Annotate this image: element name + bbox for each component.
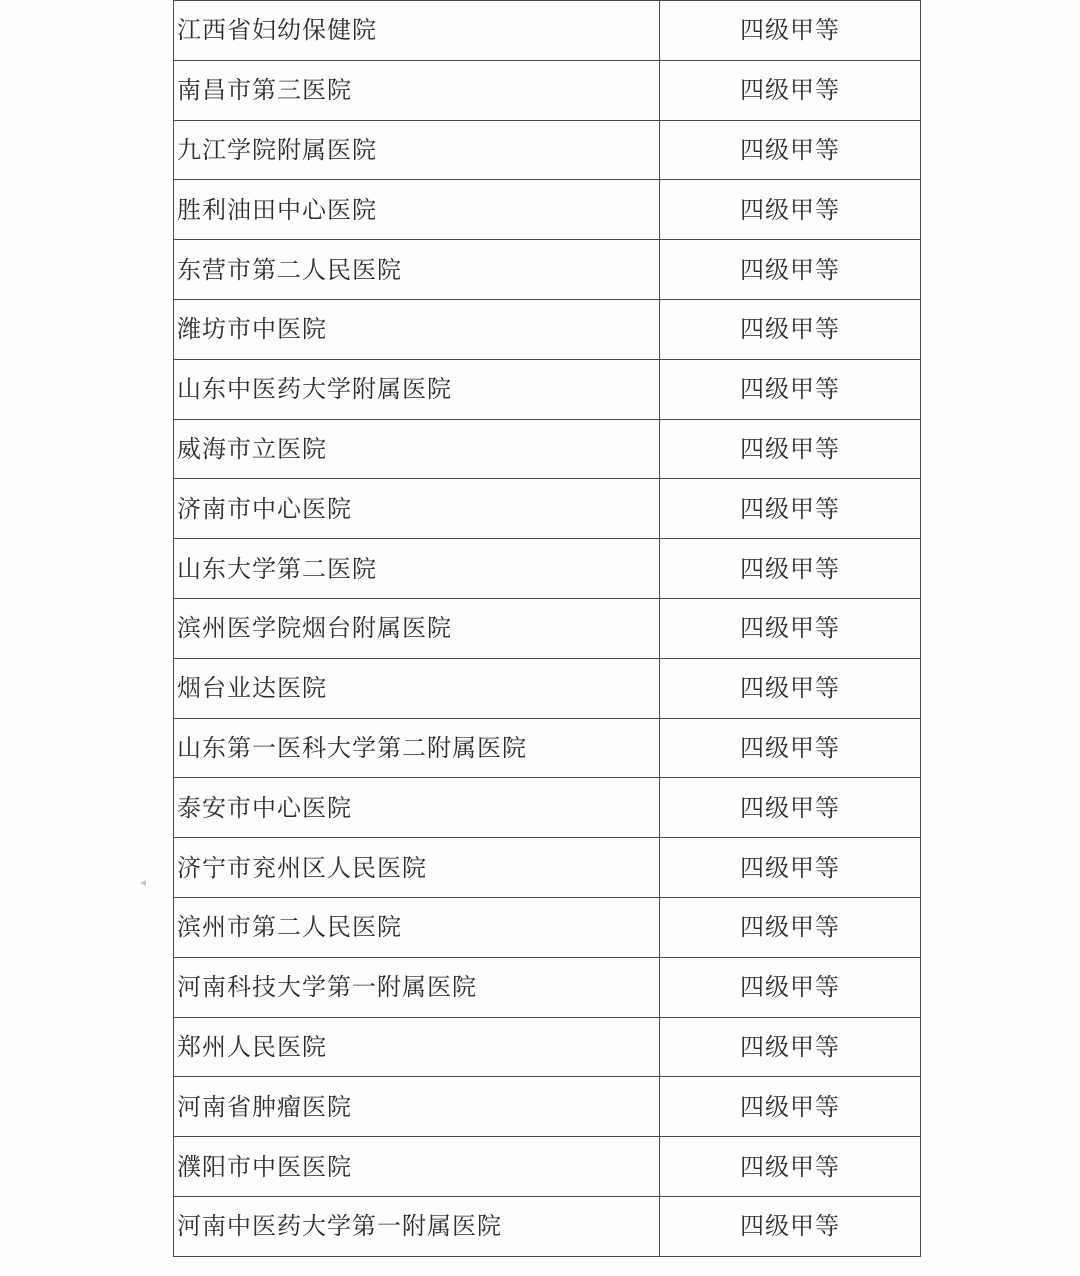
hospital-name-cell: 滨州医学院烟台附属医院: [174, 598, 660, 658]
hospital-name-cell: 济宁市兖州区人民医院: [174, 838, 660, 898]
hospital-name-cell: 山东大学第二医院: [174, 539, 660, 599]
grade-cell: 四级甲等: [660, 1137, 921, 1197]
grade-cell: 四级甲等: [660, 419, 921, 479]
table-row: [174, 778, 921, 838]
table-row: [174, 120, 921, 180]
grade-cell: 四级甲等: [660, 60, 921, 120]
table-body: [174, 1, 921, 1257]
hospital-name-cell: 济南市中心医院: [174, 479, 660, 539]
table-row: [174, 718, 921, 778]
hospital-name-cell: 河南省肿瘤医院: [174, 1077, 660, 1137]
table-row: [174, 1, 921, 61]
grade-cell: 四级甲等: [660, 718, 921, 778]
hospital-name-cell: 江西省妇幼保健院: [174, 1, 660, 61]
table-row: [174, 1137, 921, 1197]
hospital-grade-table: [173, 0, 921, 1257]
hospital-name-cell: 烟台业达医院: [174, 658, 660, 718]
grade-cell: 四级甲等: [660, 180, 921, 240]
hospital-name-cell: 山东中医药大学附属医院: [174, 359, 660, 419]
table-row: [174, 957, 921, 1017]
table-row: [174, 419, 921, 479]
grade-cell: 四级甲等: [660, 957, 921, 1017]
table-row: [174, 240, 921, 300]
hospital-name-cell: 濮阳市中医医院: [174, 1137, 660, 1197]
grade-cell: 四级甲等: [660, 1196, 921, 1256]
grade-cell: 四级甲等: [660, 1017, 921, 1077]
grade-cell: 四级甲等: [660, 240, 921, 300]
grade-cell: 四级甲等: [660, 838, 921, 898]
hospital-name-cell: 滨州市第二人民医院: [174, 897, 660, 957]
hospital-name-cell: 河南科技大学第一附属医院: [174, 957, 660, 1017]
table-row: [174, 180, 921, 240]
grade-cell: 四级甲等: [660, 897, 921, 957]
hospital-name-cell: 河南中医药大学第一附属医院: [174, 1196, 660, 1256]
hospital-name-cell: 潍坊市中医院: [174, 299, 660, 359]
table-row: [174, 1077, 921, 1137]
table-row: [174, 838, 921, 898]
hospital-name-cell: 东营市第二人民医院: [174, 240, 660, 300]
grade-cell: 四级甲等: [660, 1, 921, 61]
table-row: [174, 359, 921, 419]
grade-cell: 四级甲等: [660, 658, 921, 718]
grade-cell: 四级甲等: [660, 539, 921, 599]
table-row: [174, 60, 921, 120]
hospital-name-cell: 泰安市中心医院: [174, 778, 660, 838]
table-row: [174, 1017, 921, 1077]
hospital-name-cell: 山东第一医科大学第二附属医院: [174, 718, 660, 778]
grade-cell: 四级甲等: [660, 479, 921, 539]
table-row: [174, 299, 921, 359]
grade-cell: 四级甲等: [660, 778, 921, 838]
table-row: [174, 479, 921, 539]
scan-artifact-mark: [140, 880, 146, 886]
hospital-name-cell: 胜利油田中心医院: [174, 180, 660, 240]
grade-cell: 四级甲等: [660, 359, 921, 419]
table-row: [174, 897, 921, 957]
hospital-name-cell: 南昌市第三医院: [174, 60, 660, 120]
table-row: [174, 539, 921, 599]
hospital-name-cell: 九江学院附属医院: [174, 120, 660, 180]
table-row: [174, 1196, 921, 1256]
hospital-name-cell: 威海市立医院: [174, 419, 660, 479]
hospital-name-cell: 郑州人民医院: [174, 1017, 660, 1077]
grade-cell: 四级甲等: [660, 598, 921, 658]
grade-cell: 四级甲等: [660, 120, 921, 180]
grade-cell: 四级甲等: [660, 1077, 921, 1137]
table-row: [174, 658, 921, 718]
grade-cell: 四级甲等: [660, 299, 921, 359]
table-row: [174, 598, 921, 658]
